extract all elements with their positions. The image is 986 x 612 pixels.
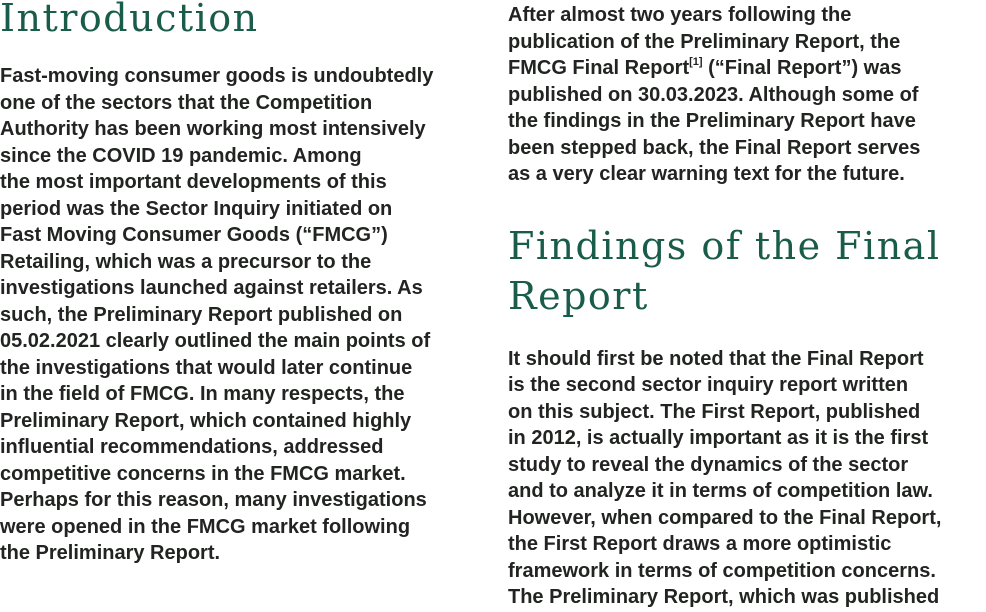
- text-line: one of the sectors that the Competition: [0, 91, 373, 114]
- text-line: framework in terms of competition concerns.: [508, 559, 936, 582]
- text-line: Fast-moving consumer goods is undoubtedly: [0, 65, 434, 87]
- text-line: on this subject. The First Report, published: [508, 400, 921, 423]
- text-line: Perhaps for this reason, many investigations: [0, 489, 427, 511]
- text-line: such, the Preliminary Report published on: [0, 303, 403, 326]
- text-line: Preliminary Report, which contained highly: [0, 409, 412, 432]
- text-line: is the second sector inquiry report written: [508, 374, 909, 396]
- right-column: [508, 0, 986, 612]
- text-line: the findings in the Preliminary Report have: [508, 110, 916, 132]
- text-line: as a very clear warning text for the future.: [508, 163, 905, 185]
- final-report-paragraph: [508, 2, 986, 188]
- text-line: competitive concerns in the FMCG market.: [0, 462, 406, 485]
- text-line: the investigations that would later continue: [0, 356, 413, 379]
- introduction-heading: Introduction: [0, 0, 259, 40]
- text-line: been stepped back, the Final Report serves: [508, 136, 921, 159]
- text-line: Authority has been working most intensively: [0, 118, 426, 140]
- text-line: published on 30.03.2023. Although some of: [508, 83, 919, 106]
- text-line: period was the Sector Inquiry initiated on: [0, 197, 393, 220]
- text-line: [508, 55, 986, 82]
- text-line: the most important developments of this: [0, 171, 387, 193]
- text-line: 05.02.2021 clearly outlined the main points of: [0, 330, 431, 352]
- text-line: It should first be noted that the Final Report: [508, 347, 924, 370]
- text-line: influential recommendations, addressed: [0, 436, 384, 458]
- text-run: (“Final Report”) was: [702, 57, 902, 79]
- text-line: The Preliminary Report, which was published: [508, 586, 940, 608]
- text-line: the First Report draws a more optimistic: [508, 533, 892, 555]
- left-column: [0, 0, 473, 612]
- text-line: in 2012, is actually important as it is the first: [508, 427, 929, 449]
- text-line: publication of the Preliminary Report, the: [508, 30, 901, 53]
- footnote-marker: [1]: [689, 56, 703, 69]
- text-line: Fast Moving Consumer Goods (“FMCG”): [0, 224, 388, 246]
- introduction-paragraph: [0, 63, 473, 567]
- text-line: After almost two years following the: [508, 4, 852, 26]
- findings-heading: Findings of the Final Report: [508, 223, 941, 318]
- text-line: since the COVID 19 pandemic. Among: [0, 144, 362, 167]
- text-line: in the field of FMCG. In many respects, the: [0, 383, 405, 405]
- text-run: FMCG Final Report: [508, 57, 690, 79]
- text-line: the Preliminary Report.: [0, 542, 221, 564]
- text-line: were opened in the FMCG market following: [0, 515, 411, 538]
- findings-paragraph: [508, 346, 986, 611]
- text-line: and to analyze it in terms of competition law.: [508, 480, 933, 502]
- text-line: study to reveal the dynamics of the sector: [508, 453, 909, 476]
- text-line: investigations launched against retailers. As: [0, 277, 423, 299]
- text-line: Retailing, which was a precursor to the: [0, 250, 372, 273]
- text-line: However, when compared to the Final Report,: [508, 506, 942, 529]
